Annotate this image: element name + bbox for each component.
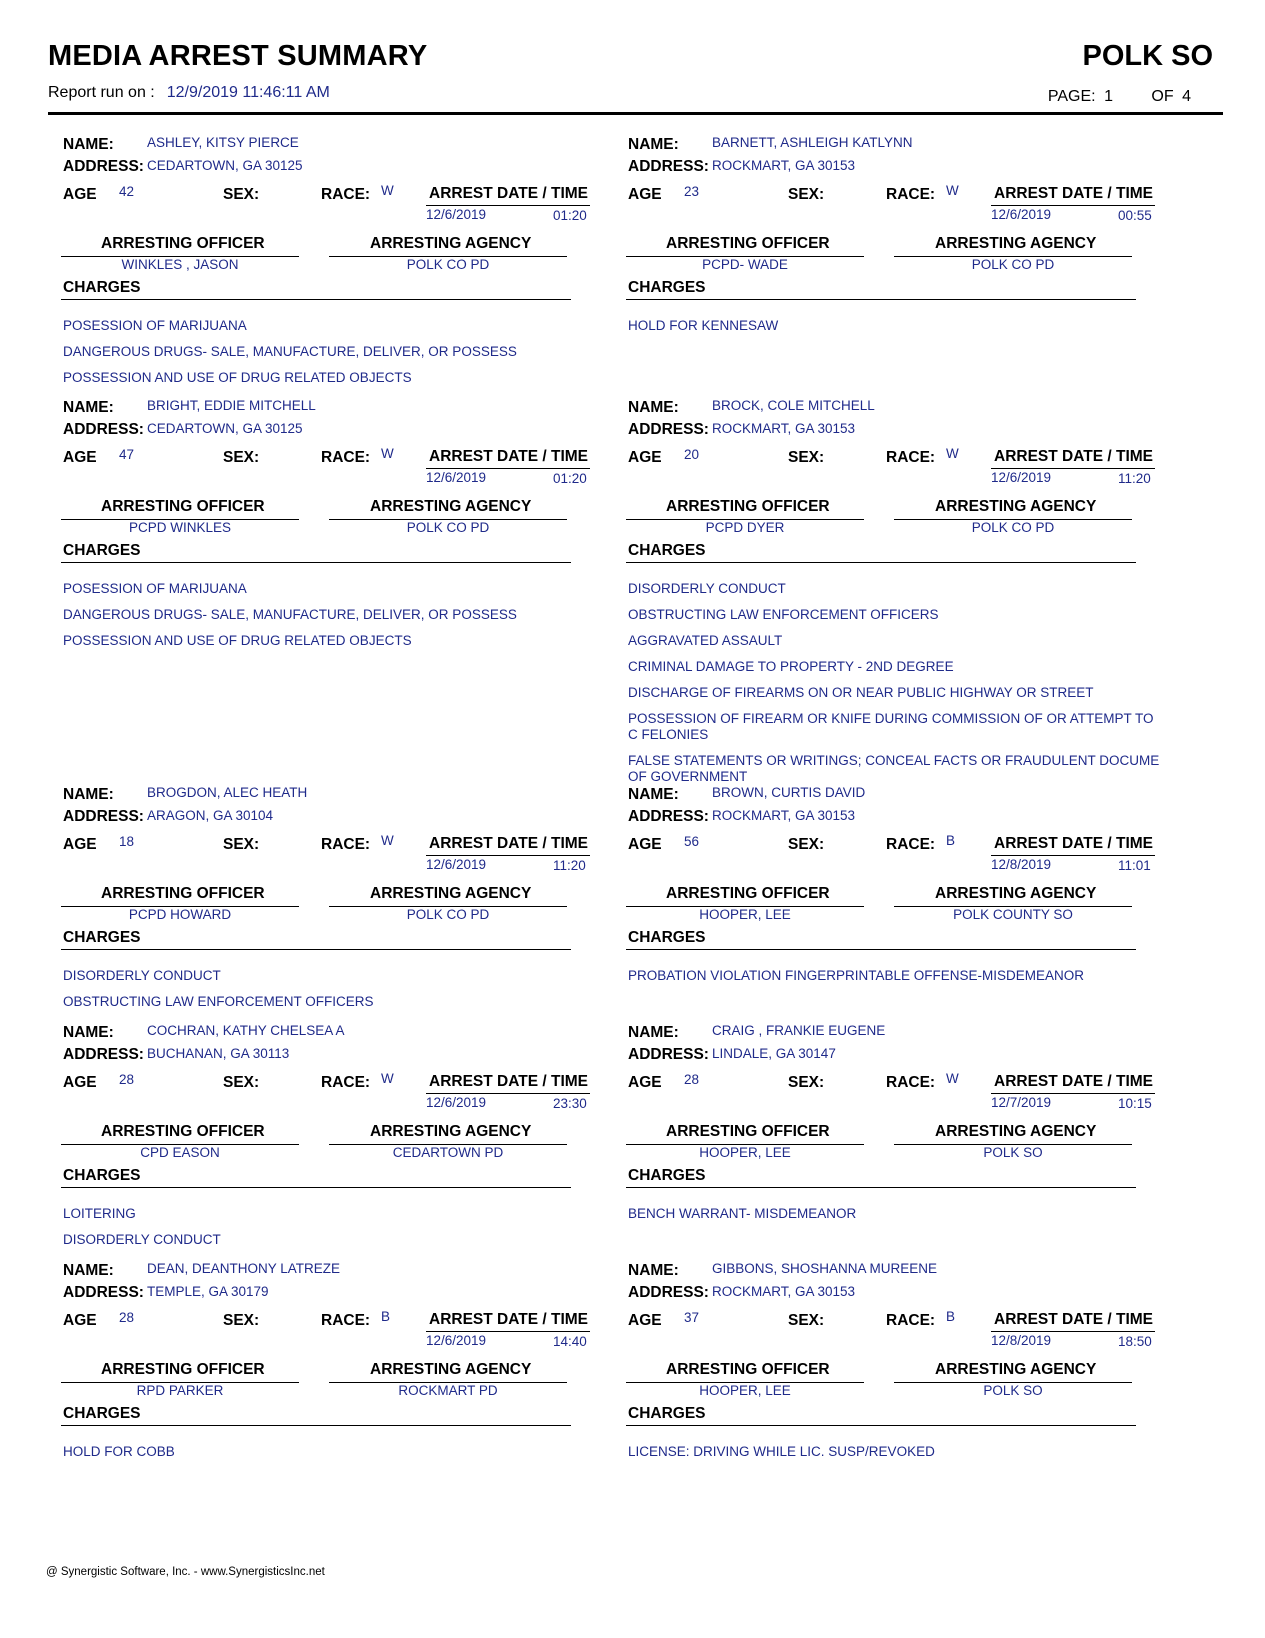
name-value: DEAN, DEANTHONY LATREZE — [147, 1261, 341, 1276]
arrest-date-time-label: ARREST DATE / TIME — [429, 448, 589, 465]
arrest-time-value: 11:20 — [553, 858, 586, 873]
charges-divider — [626, 949, 1136, 950]
page-label: PAGE: — [1047, 88, 1096, 105]
arresting-officer-value: RPD PARKER — [136, 1383, 224, 1398]
arrest-date-time-label: ARREST DATE / TIME — [994, 835, 1154, 852]
arrest-time-value: 18:50 — [1118, 1334, 1152, 1349]
charge-item: POSESSION OF MARIJUANA — [63, 581, 247, 596]
address-value: ROCKMART, GA 30153 — [712, 421, 856, 436]
race-value: W — [946, 446, 959, 461]
charges-list — [628, 1444, 1163, 1470]
arresting-agency-value: POLK CO PD — [971, 257, 1055, 272]
arresting-officer-label: ARRESTING OFFICER — [666, 1123, 830, 1140]
arrest-dt-divider — [426, 855, 590, 856]
charge-item: OBSTRUCTING LAW ENFORCEMENT OFFICERS — [628, 607, 939, 622]
charges-label: CHARGES — [63, 929, 141, 946]
arresting-officer-label: ARRESTING OFFICER — [101, 1361, 265, 1378]
charges-list — [63, 318, 598, 396]
race-label: RACE: — [886, 1074, 936, 1091]
race-value: W — [381, 446, 394, 461]
address-value: ROCKMART, GA 30153 — [712, 1284, 856, 1299]
arrest-dt-divider — [426, 468, 590, 469]
arresting-agency-value: POLK CO PD — [406, 907, 490, 922]
charges-divider — [61, 562, 571, 563]
address-value: TEMPLE, GA 30179 — [147, 1284, 269, 1299]
charge-item: DISORDERLY CONDUCT — [628, 581, 786, 596]
sex-label: SEX: — [788, 186, 825, 203]
arrest-dt-divider — [426, 1331, 590, 1332]
race-value: B — [946, 1309, 956, 1324]
arrest-dt-divider — [991, 468, 1155, 469]
race-label: RACE: — [321, 186, 371, 203]
charges-divider — [61, 1187, 571, 1188]
arresting-officer-value: PCPD WINKLES — [128, 520, 232, 535]
name-value: BRIGHT, EDDIE MITCHELL — [147, 398, 316, 413]
charges-label: CHARGES — [628, 1167, 706, 1184]
name-value: ASHLEY, KITSY PIERCE — [147, 135, 299, 150]
arrest-date-value: 12/8/2019 — [991, 1333, 1052, 1348]
address-value: ROCKMART, GA 30153 — [712, 158, 856, 173]
arrest-date-value: 12/6/2019 — [991, 207, 1052, 222]
arresting-officer-value: PCPD- WADE — [702, 257, 788, 272]
arresting-officer-value: HOOPER, LEE — [699, 1145, 791, 1160]
arrest-date-time-label: ARREST DATE / TIME — [994, 185, 1154, 202]
arrest-date-time-label: ARREST DATE / TIME — [429, 185, 589, 202]
footer-credit: @ Synergistic Software, Inc. - www.SynergisticsInc.net — [46, 1566, 325, 1578]
header-divider — [48, 112, 1223, 115]
arrest-dt-divider — [991, 1331, 1155, 1332]
arrest-dt-divider — [991, 855, 1155, 856]
race-value: W — [381, 183, 394, 198]
report-run-label: Report run on : — [48, 84, 155, 101]
page-number: 1 — [1104, 88, 1113, 105]
race-value: B — [381, 1309, 391, 1324]
name-label: NAME: — [628, 399, 679, 416]
arresting-officer-label: ARRESTING OFFICER — [101, 885, 265, 902]
arrest-date-time-label: ARREST DATE / TIME — [429, 1073, 589, 1090]
race-label: RACE: — [321, 1074, 371, 1091]
arrest-date-value: 12/6/2019 — [426, 1095, 487, 1110]
sex-label: SEX: — [223, 1074, 260, 1091]
sex-label: SEX: — [223, 449, 260, 466]
charges-divider — [626, 1187, 1136, 1188]
age-value: 37 — [684, 1310, 700, 1325]
sex-label: SEX: — [223, 186, 260, 203]
charges-divider — [626, 1425, 1136, 1426]
arrest-date-time-label: ARREST DATE / TIME — [429, 1311, 589, 1328]
report-title: MEDIA ARREST SUMMARY — [48, 40, 428, 72]
charges-list — [63, 581, 598, 659]
charge-item: POSESSION OF MARIJUANA — [63, 318, 247, 333]
arresting-officer-value: PCPD HOWARD — [128, 907, 232, 922]
charge-item: POSSESSION AND USE OF DRUG RELATED OBJECTS — [63, 370, 412, 385]
charge-item: HOLD FOR COBB — [63, 1444, 175, 1459]
arresting-agency-label: ARRESTING AGENCY — [935, 498, 1097, 515]
race-label: RACE: — [886, 1312, 936, 1329]
charges-divider — [61, 949, 571, 950]
charges-label: CHARGES — [63, 1167, 141, 1184]
charge-item: DISORDERLY CONDUCT — [63, 968, 221, 983]
age-value: 18 — [119, 834, 135, 849]
name-label: NAME: — [63, 1024, 114, 1041]
address-label: ADDRESS: — [628, 421, 709, 438]
arresting-agency-value: POLK CO PD — [971, 520, 1055, 535]
arrest-time-value: 10:15 — [1118, 1096, 1152, 1111]
address-label: ADDRESS: — [63, 1046, 144, 1063]
arresting-officer-label: ARRESTING OFFICER — [666, 885, 830, 902]
address-label: ADDRESS: — [628, 808, 709, 825]
arrest-time-value: 14:40 — [553, 1334, 587, 1349]
charge-item: POSSESSION OF FIREARM OR KNIFE DURING COMMISSION OF OR ATTEMPT TO C FELONIES — [628, 711, 1154, 742]
arresting-agency-label: ARRESTING AGENCY — [370, 1123, 532, 1140]
page-indicator — [1048, 88, 1195, 106]
sex-label: SEX: — [788, 449, 825, 466]
charge-item: PROBATION VIOLATION FINGERPRINTABLE OFFENSE-MISDEMEANOR — [628, 968, 1085, 983]
arresting-officer-value: WINKLES , JASON — [121, 257, 239, 272]
report-header — [48, 40, 1223, 116]
arresting-officer-label: ARRESTING OFFICER — [666, 235, 830, 252]
charges-label: CHARGES — [628, 929, 706, 946]
charges-divider — [61, 1425, 571, 1426]
charge-item: DANGEROUS DRUGS- SALE, MANUFACTURE, DELIVER, OR POSSESS — [63, 344, 517, 359]
charge-item: OBSTRUCTING LAW ENFORCEMENT OFFICERS — [63, 994, 374, 1009]
race-value: W — [381, 833, 394, 848]
age-label: AGE — [628, 1074, 662, 1091]
age-value: 23 — [684, 184, 700, 199]
arrest-date-value: 12/6/2019 — [991, 470, 1052, 485]
arresting-agency-label: ARRESTING AGENCY — [935, 235, 1097, 252]
arrest-date-value: 12/6/2019 — [426, 470, 487, 485]
name-value: CRAIG , FRANKIE EUGENE — [712, 1023, 886, 1038]
address-value: ARAGON, GA 30104 — [147, 808, 274, 823]
age-value: 20 — [684, 447, 700, 462]
arrest-time-value: 23:30 — [553, 1096, 587, 1111]
charges-list — [63, 968, 598, 1020]
name-label: NAME: — [628, 786, 679, 803]
arrest-date-time-label: ARREST DATE / TIME — [994, 1311, 1154, 1328]
charges-label: CHARGES — [63, 542, 141, 559]
arresting-officer-label: ARRESTING OFFICER — [101, 498, 265, 515]
age-label: AGE — [63, 1312, 97, 1329]
age-label: AGE — [628, 836, 662, 853]
age-label: AGE — [628, 186, 662, 203]
race-value: W — [946, 183, 959, 198]
charge-item: DANGEROUS DRUGS- SALE, MANUFACTURE, DELIVER, OR POSSESS — [63, 607, 517, 622]
address-label: ADDRESS: — [63, 1284, 144, 1301]
race-label: RACE: — [886, 186, 936, 203]
arresting-agency-label: ARRESTING AGENCY — [935, 1361, 1097, 1378]
age-value: 28 — [119, 1310, 135, 1325]
arrest-date-time-label: ARREST DATE / TIME — [429, 835, 589, 852]
race-value: W — [946, 1071, 959, 1086]
arresting-agency-value: POLK CO PD — [406, 257, 490, 272]
charges-divider — [626, 299, 1136, 300]
sex-label: SEX: — [788, 1074, 825, 1091]
age-value: 42 — [119, 184, 135, 199]
arresting-officer-value: CPD EASON — [140, 1145, 220, 1160]
arrest-date-value: 12/7/2019 — [991, 1095, 1052, 1110]
arrest-dt-divider — [426, 1093, 590, 1094]
age-label: AGE — [63, 836, 97, 853]
address-label: ADDRESS: — [63, 421, 144, 438]
age-label: AGE — [628, 1312, 662, 1329]
report-agency: POLK SO — [1082, 40, 1213, 72]
charge-item: AGGRAVATED ASSAULT — [628, 633, 783, 648]
name-value: BROGDON, ALEC HEATH — [147, 785, 308, 800]
charges-label: CHARGES — [63, 279, 141, 296]
race-label: RACE: — [321, 1312, 371, 1329]
charge-item: HOLD FOR KENNESAW — [628, 318, 779, 333]
sex-label: SEX: — [223, 836, 260, 853]
charges-list — [628, 318, 1163, 344]
charges-list — [628, 968, 1163, 994]
charges-label: CHARGES — [628, 1405, 706, 1422]
address-value: ROCKMART, GA 30153 — [712, 808, 856, 823]
charges-list — [63, 1206, 598, 1258]
charges-list — [628, 1206, 1163, 1232]
charge-item: CRIMINAL DAMAGE TO PROPERTY - 2ND DEGREE — [628, 659, 954, 674]
arresting-agency-label: ARRESTING AGENCY — [370, 235, 532, 252]
charge-item: POSSESSION AND USE OF DRUG RELATED OBJECTS — [63, 633, 412, 648]
charges-divider — [61, 299, 571, 300]
arrest-date-value: 12/6/2019 — [426, 857, 487, 872]
arresting-agency-label: ARRESTING AGENCY — [935, 885, 1097, 902]
page-of-label: OF — [1151, 88, 1174, 105]
arrest-time-value: 11:20 — [1118, 471, 1151, 486]
arresting-officer-value: HOOPER, LEE — [699, 1383, 791, 1398]
arrest-date-value: 12/6/2019 — [426, 207, 487, 222]
age-label: AGE — [63, 449, 97, 466]
arresting-agency-value: CEDARTOWN PD — [392, 1145, 504, 1160]
arrest-date-time-label: ARREST DATE / TIME — [994, 1073, 1154, 1090]
report-run-value: 12/9/2019 11:46:11 AM — [166, 84, 330, 101]
race-value: B — [946, 833, 956, 848]
address-value: LINDALE, GA 30147 — [712, 1046, 836, 1061]
race-value: W — [381, 1071, 394, 1086]
page-total: 4 — [1182, 88, 1191, 105]
arresting-officer-label: ARRESTING OFFICER — [666, 498, 830, 515]
name-label: NAME: — [628, 1024, 679, 1041]
charge-item: DISCHARGE OF FIREARMS ON OR NEAR PUBLIC HIGHWAY OR STREET — [628, 685, 1094, 700]
charge-item: BENCH WARRANT- MISDEMEANOR — [628, 1206, 857, 1221]
address-value: BUCHANAN, GA 30113 — [147, 1046, 290, 1061]
charges-list — [63, 1444, 598, 1470]
report-run-info — [48, 84, 330, 102]
charges-divider — [626, 562, 1136, 563]
address-value: CEDARTOWN, GA 30125 — [147, 158, 303, 173]
arrest-dt-divider — [426, 205, 590, 206]
age-value: 47 — [119, 447, 135, 462]
name-label: NAME: — [63, 399, 114, 416]
arrest-time-value: 11:01 — [1118, 858, 1151, 873]
address-label: ADDRESS: — [63, 158, 144, 175]
arresting-agency-value: ROCKMART PD — [398, 1383, 498, 1398]
sex-label: SEX: — [223, 1312, 260, 1329]
arresting-agency-label: ARRESTING AGENCY — [370, 1361, 532, 1378]
sex-label: SEX: — [788, 1312, 825, 1329]
charge-item: LOITERING — [63, 1206, 136, 1221]
arrest-date-value: 12/6/2019 — [426, 1333, 487, 1348]
race-label: RACE: — [886, 449, 936, 466]
arresting-agency-label: ARRESTING AGENCY — [935, 1123, 1097, 1140]
age-value: 56 — [684, 834, 700, 849]
age-value: 28 — [684, 1072, 700, 1087]
charge-item: LICENSE: DRIVING WHILE LIC. SUSP/REVOKED — [628, 1444, 935, 1459]
charge-item: FALSE STATEMENTS OR WRITINGS; CONCEAL FACTS OR FRAUDULENT DOCUME OF GOVERNMENT — [628, 753, 1160, 784]
name-value: BARNETT, ASHLEIGH KATLYNN — [712, 135, 913, 150]
arrest-date-value: 12/8/2019 — [991, 857, 1052, 872]
arrest-time-value: 00:55 — [1118, 208, 1152, 223]
name-value: BROCK, COLE MITCHELL — [712, 398, 875, 413]
name-value: BROWN, CURTIS DAVID — [712, 785, 866, 800]
charges-label: CHARGES — [628, 542, 706, 559]
arresting-officer-label: ARRESTING OFFICER — [101, 1123, 265, 1140]
arresting-agency-value: POLK SO — [983, 1145, 1043, 1160]
sex-label: SEX: — [788, 836, 825, 853]
arrest-date-time-label: ARREST DATE / TIME — [994, 448, 1154, 465]
name-label: NAME: — [628, 136, 679, 153]
name-label: NAME: — [63, 136, 114, 153]
name-label: NAME: — [628, 1262, 679, 1279]
arrest-dt-divider — [991, 205, 1155, 206]
arrest-time-value: 01:20 — [553, 208, 587, 223]
charges-list — [628, 581, 1163, 795]
race-label: RACE: — [886, 836, 936, 853]
name-value: GIBBONS, SHOSHANNA MUREENE — [712, 1261, 938, 1276]
name-value: COCHRAN, KATHY CHELSEA A — [147, 1023, 345, 1038]
arrest-dt-divider — [991, 1093, 1155, 1094]
name-label: NAME: — [63, 1262, 114, 1279]
charge-item: DISORDERLY CONDUCT — [63, 1232, 221, 1247]
arresting-officer-label: ARRESTING OFFICER — [666, 1361, 830, 1378]
arresting-agency-label: ARRESTING AGENCY — [370, 498, 532, 515]
race-label: RACE: — [321, 836, 371, 853]
address-value: CEDARTOWN, GA 30125 — [147, 421, 303, 436]
age-value: 28 — [119, 1072, 135, 1087]
address-label: ADDRESS: — [628, 158, 709, 175]
arresting-officer-value: HOOPER, LEE — [699, 907, 791, 922]
arresting-agency-value: POLK CO PD — [406, 520, 490, 535]
race-label: RACE: — [321, 449, 371, 466]
age-label: AGE — [63, 186, 97, 203]
name-label: NAME: — [63, 786, 114, 803]
address-label: ADDRESS: — [628, 1284, 709, 1301]
address-label: ADDRESS: — [63, 808, 144, 825]
arresting-agency-value: POLK COUNTY SO — [953, 907, 1073, 922]
arrest-time-value: 01:20 — [553, 471, 587, 486]
charges-label: CHARGES — [628, 279, 706, 296]
age-label: AGE — [63, 1074, 97, 1091]
address-label: ADDRESS: — [628, 1046, 709, 1063]
arresting-officer-label: ARRESTING OFFICER — [101, 235, 265, 252]
arresting-agency-value: POLK SO — [983, 1383, 1043, 1398]
arresting-agency-label: ARRESTING AGENCY — [370, 885, 532, 902]
charges-label: CHARGES — [63, 1405, 141, 1422]
age-label: AGE — [628, 449, 662, 466]
arresting-officer-value: PCPD DYER — [705, 520, 785, 535]
